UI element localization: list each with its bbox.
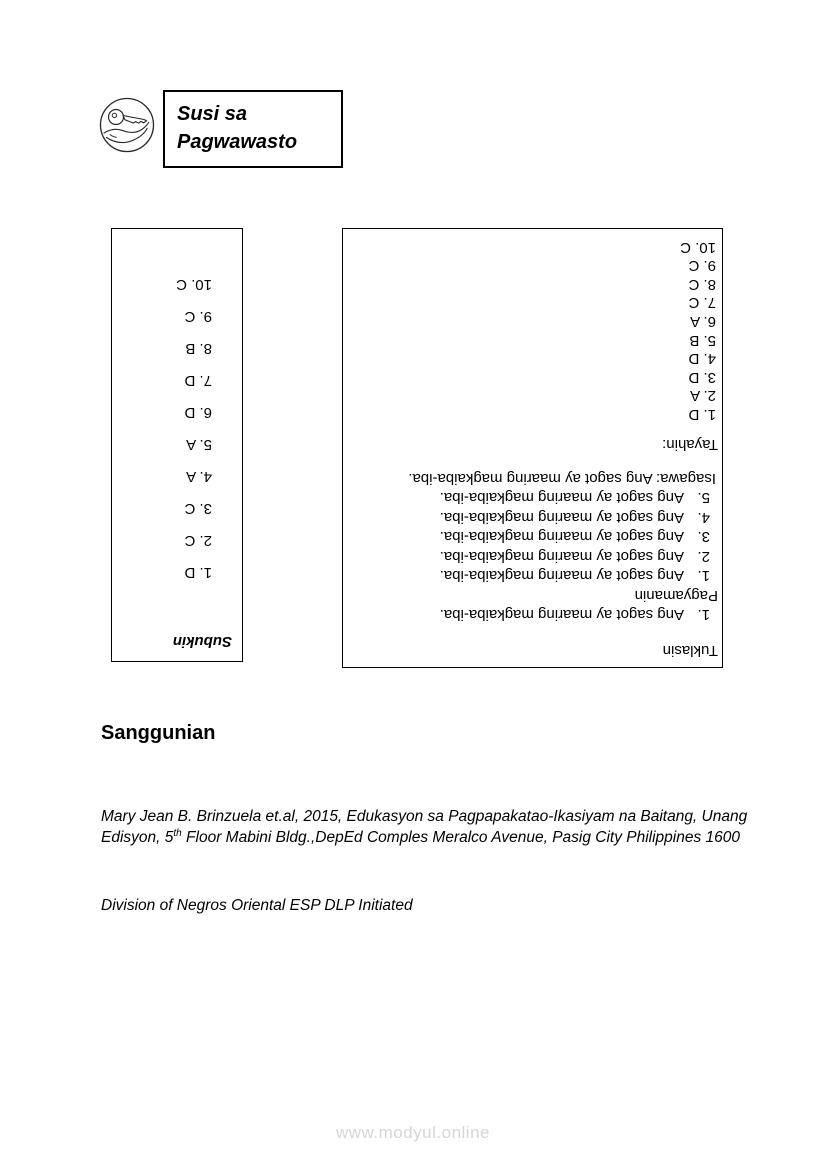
item-number: 1. bbox=[697, 567, 710, 585]
answer-item: 10. C bbox=[176, 276, 212, 293]
tayahin-answer-list bbox=[349, 237, 718, 423]
item-number: 5. bbox=[697, 489, 710, 507]
answer-item: 6. D bbox=[184, 404, 212, 421]
item-text: Ang sagot ay maaring magkaiba-iba. bbox=[439, 606, 684, 624]
answer-key-title-box bbox=[163, 90, 343, 168]
answer-item: 9. C bbox=[184, 308, 212, 325]
pagyamanin-item bbox=[349, 566, 718, 586]
item-number: 2. bbox=[697, 548, 710, 565]
reference-superscript: th bbox=[173, 827, 182, 839]
item-text: Ang sagot ay maaring magkaiba-iba. bbox=[439, 489, 684, 507]
answer-item: 7. D bbox=[184, 372, 212, 389]
reference-text-after-sup: Floor Mabini Bldg.,DepEd Comples Meralco Avenue, Pasig City Philippines 1600 bbox=[181, 829, 741, 846]
sanggunian-heading: Sanggunian bbox=[101, 722, 216, 744]
pagyamanin-item bbox=[349, 508, 718, 528]
subukin-answer-list bbox=[118, 268, 232, 588]
answer-item: 4. A bbox=[186, 468, 212, 485]
reference-citation bbox=[101, 806, 751, 849]
item-number: 4. bbox=[697, 509, 710, 526]
answer-item: 1. D bbox=[688, 406, 716, 423]
item-text: Ang sagot ay maaring magkaiba-iba. bbox=[439, 509, 684, 526]
answer-item: 6. A bbox=[690, 313, 716, 331]
answer-item: 3. D bbox=[688, 368, 716, 386]
key-in-hand-icon bbox=[98, 96, 156, 154]
tuklasin-answer-box bbox=[342, 228, 723, 668]
subukin-answer-box bbox=[111, 228, 243, 662]
pagyamanin-title: Pagyamanin bbox=[634, 587, 718, 604]
subukin-title: Subukin bbox=[172, 633, 232, 650]
answer-item: 10. C bbox=[680, 238, 716, 256]
answer-item: 5. B bbox=[689, 331, 716, 349]
answer-item: 2. C bbox=[184, 532, 212, 549]
pagyamanin-item bbox=[349, 527, 718, 547]
item-number: 1. bbox=[697, 606, 710, 624]
answer-item: 4. D bbox=[688, 350, 716, 368]
answer-item: 8. C bbox=[688, 275, 716, 293]
tayahin-title: Tayahin: bbox=[662, 436, 718, 454]
answer-item: 2. A bbox=[690, 387, 716, 405]
item-text: Ang sagot ay maaring magkaiba-iba. bbox=[439, 567, 684, 585]
answer-item: 5. A bbox=[186, 436, 212, 453]
answer-item: 1. D bbox=[184, 564, 212, 581]
item-text: Ang sagot ay maaring magkaiba-iba. bbox=[439, 528, 684, 546]
isagawa-line: Isagawa: Ang sagot ay maaring magkaiba-iba. bbox=[408, 470, 716, 487]
tuklasin-flipped-content bbox=[343, 229, 722, 667]
answer-item: 7. C bbox=[688, 294, 716, 312]
item-text: Ang sagot ay maaring magkaiba-iba. bbox=[439, 548, 684, 565]
answer-item: 9. C bbox=[688, 257, 716, 275]
tuklasin-title: Tuklasin bbox=[662, 642, 718, 659]
website-watermark: www.modyul.online bbox=[335, 1123, 490, 1142]
pagyamanin-item bbox=[349, 547, 718, 567]
subukin-flipped-content bbox=[112, 229, 242, 661]
answer-item: 3. C bbox=[184, 500, 212, 517]
reference-text-before-sup: Mary Jean B. Brinzuela et.al, 2015, Edukasyon sa Pagpapakatao-Ikasiyam na Baitang, Unang Edisyon, 5 bbox=[101, 807, 748, 846]
tuklasin-item bbox=[349, 605, 718, 625]
division-line: Division of Negros Oriental ESP DLP Initiated bbox=[101, 897, 413, 914]
answer-key-title-line2: Pagwawasto bbox=[177, 131, 298, 153]
pagyamanin-item bbox=[349, 488, 718, 508]
item-number: 3. bbox=[697, 528, 710, 546]
answer-item: 8. B bbox=[185, 340, 212, 357]
answer-key-title-line1: Susi sa bbox=[177, 103, 248, 125]
